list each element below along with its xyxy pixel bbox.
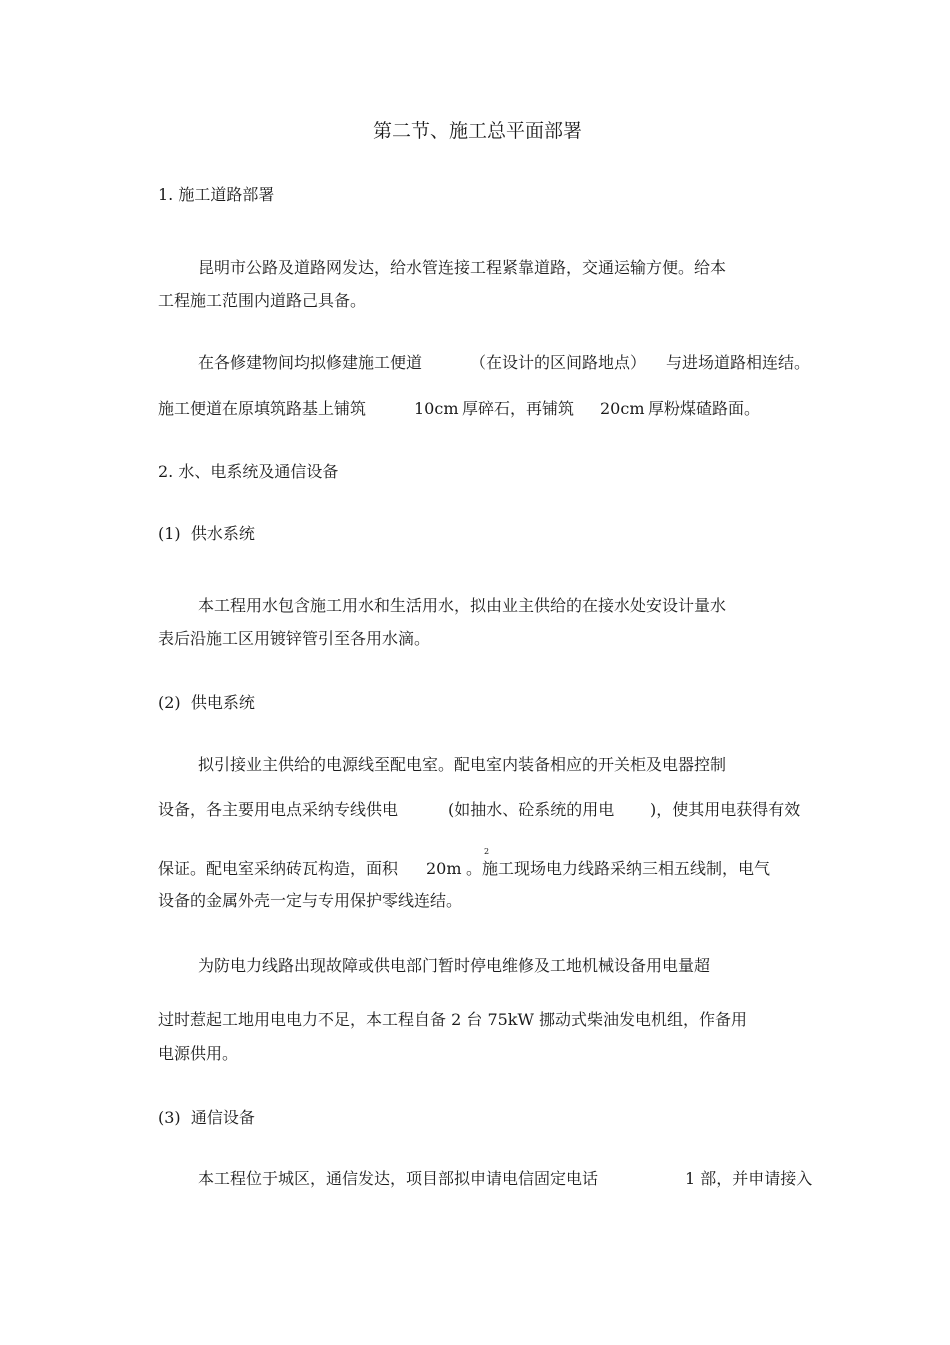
paragraph-line: （在设计的区间路地点） bbox=[470, 353, 647, 372]
paragraph-line: 与进场道路相连结。 bbox=[666, 353, 811, 372]
paragraph-line: 表后沿施工区用镀锌管引至各用水滴。 bbox=[158, 629, 431, 648]
subsection-heading: (3) 通信设备 bbox=[158, 1108, 255, 1127]
paragraph-line: 保证。配电室采纳砖瓦构造，面积 bbox=[158, 859, 399, 878]
paragraph-line: (如抽水、砼系统的用电 bbox=[448, 800, 615, 819]
paragraph-line: 设备的金属外壳一定与专用保护零线连结。 bbox=[158, 891, 463, 910]
subsection-heading: (1) 供水系统 bbox=[158, 524, 255, 543]
paragraph-line: 厚粉煤碴路面。 bbox=[648, 399, 761, 418]
paragraph-line: 厚碎石，再铺筑 bbox=[462, 399, 575, 418]
paragraph-line: 工程施工范围内道路己具备。 bbox=[158, 291, 367, 310]
paragraph-line: )，使其用电获得有效 bbox=[650, 800, 801, 819]
paragraph-line: 施工便道在原填筑路基上铺筑 bbox=[158, 399, 367, 418]
paragraph-line: 拟引接业主供给的电源线至配电室。配电室内装备相应的开关柜及电器控制 bbox=[198, 755, 727, 774]
page-title: 第二节、施工总平面部署 bbox=[373, 120, 583, 142]
paragraph-line: 在各修建物间均拟修建施工便道 bbox=[198, 353, 423, 372]
paragraph-line: 电源供用。 bbox=[158, 1044, 239, 1063]
paragraph-line: 。施工现场电力线路采纳三相五线制，电气 bbox=[466, 859, 771, 878]
paragraph-line: 10cm bbox=[414, 399, 459, 418]
paragraph-line: 过时惹起工地用电电力不足，本工程自备 2 台 75kW 挪动式柴油发电机组，作备用 bbox=[158, 1010, 748, 1029]
section-heading: 2. 水、电系统及通信设备 bbox=[158, 462, 339, 481]
subsection-heading: (2) 供电系统 bbox=[158, 693, 255, 712]
paragraph-line: 20cm bbox=[600, 399, 645, 418]
paragraph-line: 本工程用水包含施工用水和生活用水，拟由业主供给的在接水处安设计量水 bbox=[198, 596, 727, 615]
paragraph-line: 1 部，并申请接入 bbox=[685, 1169, 813, 1188]
superscript: 2 bbox=[484, 847, 490, 856]
paragraph-line: 为防电力线路出现故障或供电部门暂时停电维修及工地机械设备用电量超 bbox=[198, 956, 711, 975]
paragraph-line: 设备，各主要用电点采纳专线供电 bbox=[158, 800, 399, 819]
section-heading: 1. 施工道路部署 bbox=[158, 185, 275, 204]
paragraph-line: 20m bbox=[426, 859, 462, 878]
paragraph-line: 本工程位于城区，通信发达，项目部拟申请电信固定电话 bbox=[198, 1169, 599, 1188]
paragraph-line: 昆明市公路及道路网发达，给水管连接工程紧靠道路，交通运输方便。给本 bbox=[198, 258, 727, 277]
